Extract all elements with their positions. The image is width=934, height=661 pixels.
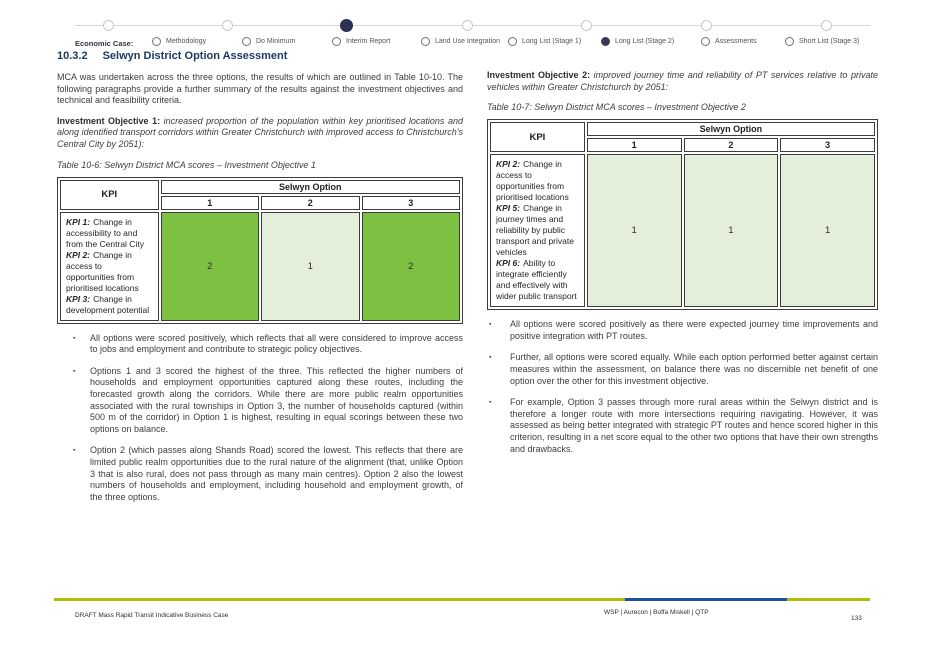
bullet-text: Options 1 and 3 scored the highest of the three. This reflected the higher numbers of households and employment opportunities captured along these routes, including the forecasted growth along the corridors. While there are more public realm opportunities associated with the rural townships in Option 3, the number of households captured (within 500 m of the corridor) in Option 1 is highest, resulting in equal scorings between these two options on balance.: [90, 365, 463, 434]
kpi-prefix: KPI 3:: [66, 293, 91, 304]
option-column-header: 2: [261, 196, 360, 210]
kpi-line: [496, 159, 579, 203]
kpi-text: Change in journey times and reliability by public transport and private vehicles: [496, 203, 574, 258]
score-cell-option-2: 1: [684, 154, 779, 307]
kpi-prefix: KPI 2:: [496, 159, 521, 170]
right-bullet-list: [487, 319, 878, 455]
left-column: [57, 50, 463, 513]
kpi-list-cell: [60, 212, 159, 321]
stepper-step-short-list-stage-3: [785, 37, 859, 46]
bullet-text: Further, all options were scored equally. While each option performed better against certain measures within the assessment, on balance there was no discernible net benefit of one option over the other for this investment objective.: [510, 352, 878, 386]
option-column-header: 2: [684, 138, 779, 152]
kpi-text: Change in development potential: [66, 293, 150, 315]
progress-dot: [462, 20, 473, 31]
investment-objective-2-label: Investment Objective 2:: [487, 70, 591, 80]
footer-document-title: DRAFT Mass Rapid Transit Indicative Business Case: [75, 612, 229, 619]
score-cell-option-3: 1: [780, 154, 875, 307]
progress-dot: [821, 20, 832, 31]
score-cell-option-2: 1: [261, 212, 360, 321]
bullet-icon: ▪: [489, 354, 492, 362]
stepper-step-interim-report: [332, 37, 390, 46]
progress-dot: [581, 20, 592, 31]
kpi-list-cell: [490, 154, 585, 307]
stepper-step-methodology: [152, 37, 206, 46]
radio-icon: [785, 37, 794, 46]
bullet-icon: ▪: [73, 334, 76, 342]
list-item: [487, 319, 878, 342]
stepper-step-label: Long List (Stage 1): [522, 38, 582, 45]
section-heading: [57, 50, 463, 62]
section-number: 10.3.2: [57, 50, 88, 62]
page-number: 133: [851, 615, 862, 622]
option-column-header: 3: [780, 138, 875, 152]
stepper-step-long-list-stage-2: [601, 37, 674, 46]
table-header-selwyn-option: Selwyn Option: [161, 180, 461, 194]
bullet-icon: ▪: [73, 447, 76, 455]
radio-icon: [242, 37, 251, 46]
kpi-text: Change in access to opportunities from prioritised locations: [66, 249, 139, 293]
kpi-line: [496, 258, 579, 302]
radio-icon: [152, 37, 161, 46]
section-title: Selwyn District Option Assessment: [102, 50, 288, 62]
option-column-header: 1: [587, 138, 682, 152]
kpi-prefix: KPI 6:: [496, 258, 521, 269]
bullet-text: All options were scored positively, which reflects that all were considered to improve access to jobs and employment and contribute to strategic policy objectives.: [90, 332, 463, 355]
radio-icon: [601, 37, 610, 46]
list-item: [57, 445, 463, 503]
table-10-6: [57, 177, 463, 324]
radio-icon: [701, 37, 710, 46]
investment-objective-1-text: increased proportion of the population within key prioritised locations and along identified transport corridors within Greater Christchurch with improved access to Christchurch's Central City by 2051):: [57, 115, 463, 149]
stepper-step-label: Short List (Stage 3): [799, 38, 860, 45]
progress-dot: [701, 20, 712, 31]
kpi-text: Change in access to opportunities from prioritised locations: [496, 159, 569, 203]
list-item: [487, 352, 878, 387]
footer-divider-blue: [625, 598, 787, 601]
score-cell-option-1: 2: [161, 212, 260, 321]
kpi-line: [66, 250, 153, 294]
score-cell-option-3: 2: [362, 212, 461, 321]
stepper-step-land-use-integration: [421, 37, 500, 46]
table-header-kpi: KPI: [490, 122, 585, 152]
stepper-step-label: Land Use Integration: [435, 38, 500, 45]
progress-dot: [103, 20, 114, 31]
stepper-step-label: Long List (Stage 2): [615, 38, 675, 45]
kpi-prefix: KPI 2:: [66, 249, 91, 260]
option-column-header: 3: [362, 196, 461, 210]
table-10-7-caption: Table 10-7: Selwyn District MCA scores – Investment Objective 2: [487, 102, 746, 113]
kpi-line: [66, 294, 153, 316]
list-item: [57, 366, 463, 436]
table-row: [60, 212, 460, 321]
bullet-icon: ▪: [489, 399, 492, 407]
stepper-step-long-list-stage-1: [508, 37, 581, 46]
stepper-step-label: Methodology: [166, 38, 207, 45]
kpi-text: Change in accessibility to and from the Central City: [66, 216, 144, 249]
list-item: [57, 333, 463, 356]
bullet-text: All options were scored positively as there were expected journey time improvements and positive integration with PT routes.: [510, 319, 878, 341]
kpi-prefix: KPI 1:: [66, 216, 91, 227]
stepper-step-do-minimum: [242, 37, 295, 46]
option-column-header: 1: [161, 196, 260, 210]
stepper-step-label: Do Minimum: [256, 38, 296, 45]
table-header-selwyn-option: Selwyn Option: [587, 122, 875, 136]
investment-objective-2-text: improved journey time and reliability of PT services relative to private vehicles within Greater Christchurch by 2051:: [487, 70, 878, 92]
kpi-prefix: KPI 5:: [496, 203, 521, 214]
radio-icon: [508, 37, 517, 46]
radio-icon: [332, 37, 341, 46]
bullet-text: Option 2 (which passes along Shands Road) scored the lowest. This reflects that there are limited public realm opportunities due to the rural nature of the alignment (that, unlike Option 3 that is also rural, does not pass through as many main centres). Option 2 also the lowest numbers of households and employment, including household and employment growth, of the three options.: [90, 445, 463, 502]
progress-dot: [222, 20, 233, 31]
investment-objective-1: [57, 116, 463, 151]
bullet-icon: ▪: [73, 367, 76, 375]
right-column: [487, 70, 878, 465]
bullet-text: For example, Option 3 passes through more rural areas within the Selwyn district and is therefore a longer route with more intersections requiring navigating. However, it was assessed as being better integrated with strategic PT routes and hence scored higher in this criterion, resulting in a net score equal to the other two options that have their own strengths and drawbacks.: [510, 397, 878, 454]
left-bullet-list: [57, 333, 463, 504]
radio-icon: [421, 37, 430, 46]
stepper-step-label: Assessments: [715, 38, 757, 45]
investment-objective-1-label: Investment Objective 1:: [57, 115, 161, 126]
kpi-text: Ability to integrate efficiently and effectively with wider public transport: [496, 258, 577, 302]
bullet-icon: ▪: [489, 321, 492, 329]
stepper-case-label: Economic Case:: [75, 39, 134, 48]
intro-paragraph: MCA was undertaken across the three options, the results of which are outlined in Table 10-10. The following paragraphs provide a further summary of the results against the investment objectives and technical and feasibility criteria.: [57, 72, 463, 106]
table-10-7: [487, 119, 878, 310]
table-header-kpi: KPI: [60, 180, 159, 210]
stepper-step-assessments: [701, 37, 757, 46]
investment-objective-2: [487, 70, 878, 93]
progress-dot: [340, 19, 353, 32]
kpi-line: [496, 203, 579, 258]
kpi-line: [66, 217, 153, 250]
score-cell-option-1: 1: [587, 154, 682, 307]
stepper-step-label: Interim Report: [346, 38, 391, 45]
footer-consortium: WSP | Aurecon | Boffa Miskell | QTP: [604, 609, 709, 616]
table-10-6-caption: Table 10-6: Selwyn District MCA scores – Investment Objective 1: [57, 159, 316, 170]
list-item: [487, 397, 878, 455]
table-row: [490, 154, 875, 307]
